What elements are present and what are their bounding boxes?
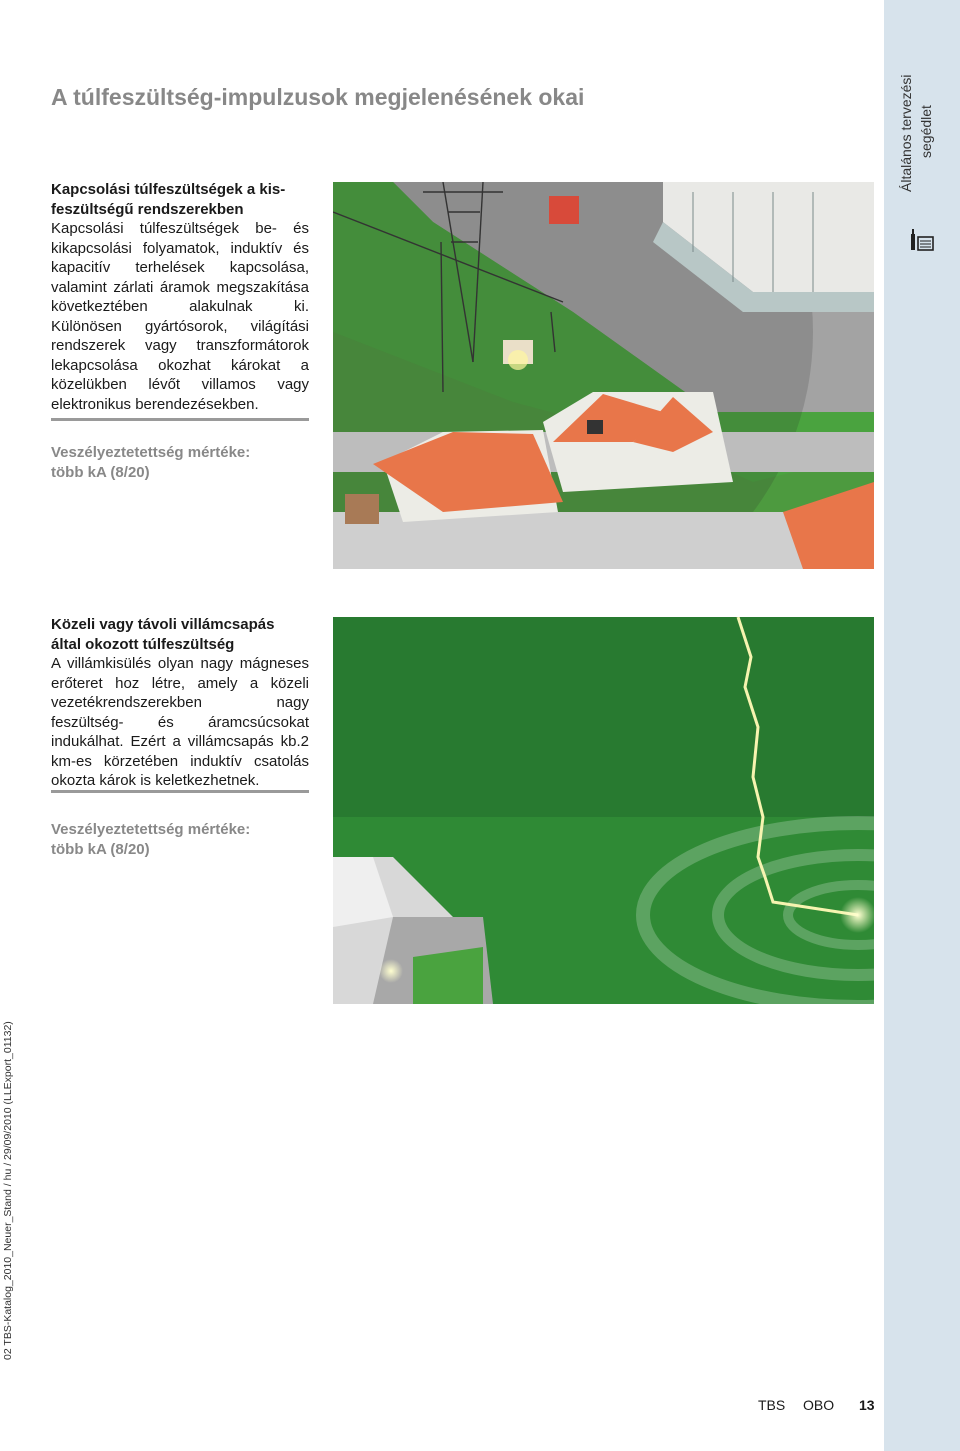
illustration-switching-scene <box>333 182 874 569</box>
section1-risk-level: Veszélyeztetettség mértéke: több kA (8/20) <box>51 444 251 481</box>
illustration-lightning-strike <box>333 617 874 1004</box>
page-title: A túlfeszültség-impulzusok megjelenésének okai <box>51 84 585 110</box>
section2-risk-level: Veszélyeztetettség mértéke: több kA (8/20) <box>51 821 251 858</box>
sidebar-band <box>884 0 960 1451</box>
planning-tool-icon <box>908 228 936 252</box>
document-id-vertical: 02 TBS-Katalog_2010_Neuer_Stand / hu / 29/09/2010 (LLExport_01132) <box>2 1021 14 1360</box>
section1-divider <box>51 418 309 421</box>
sidebar-label-line1: Általános tervezési <box>898 74 914 192</box>
section2-divider <box>51 790 309 793</box>
section1-heading: Kapcsolási túlfeszültségek a kis- feszültségű rendszerekben <box>51 181 286 218</box>
footer-brand-tbs: TBS <box>758 1397 786 1413</box>
section-switching-overvoltage <box>51 180 309 414</box>
section-lightning-overvoltage <box>51 615 309 791</box>
section2-heading: Közeli vagy távoli villámcsapás által okozott túlfeszültség <box>51 616 275 653</box>
sidebar-section-label <box>898 74 938 214</box>
section2-body: A villámkisülés olyan nagy mágneses erőteret hoz létre, amely a közeli vezetékrendszerekben nagy feszültség- és áramcsúcsokat indukálhat. Ezért a villámcsapás kb.2 km-es körzetében induktív csatolás okozta károk is keletkezhetnek. <box>51 655 309 789</box>
sidebar-label-line2: segédlet <box>918 105 934 158</box>
section1-body: Kapcsolási túlfeszültségek be- és kikapcsolási folyamatok, induktív és kapacitív terhelések kapcsolása, valamint zárlati áramok megszakítása következtében alakulnak ki. Különösen gyártósorok, világítási rendszerek vagy transzformátorok lekapcsolása okozhat károkat a közelükben lévőt villamos vagy elektronikus berendezésekben. <box>51 220 309 413</box>
footer-brand-obo: OBO <box>803 1397 835 1413</box>
page-number: 13 <box>859 1397 875 1413</box>
